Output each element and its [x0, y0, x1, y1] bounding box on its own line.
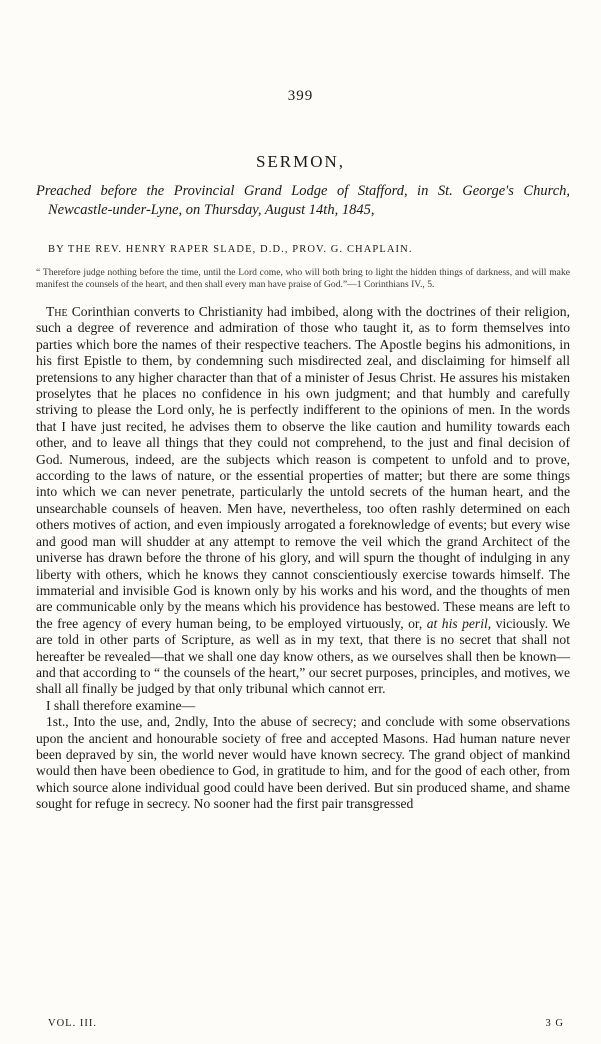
author-byline: BY THE REV. HENRY RAPER SLADE, D.D., PROV. G. CHAPLAIN. — [48, 244, 413, 255]
body-paragraph: I shall therefore examine— — [46, 697, 196, 713]
volume-label: VOL. III. — [48, 1018, 97, 1029]
sermon-body — [36, 304, 570, 813]
body-paragraph — [36, 304, 570, 698]
scripture-epigraph: “ Therefore judge nothing before the time, until the Lord come, who will both bring to light the hidden things of darkness, and will make manifest the counsels of the heart, and then shall every man have praise of God.”—1 Corinthians IV., 5. — [36, 267, 570, 290]
signature-mark: 3 G — [545, 1018, 564, 1029]
body-paragraph: 1st., Into the use, and, 2ndly, Into the abuse of secrecy; and conclude with some observations upon the ancient and honourable society of free and accepted Masons. Had human nature never been depraved by sin, the world never would have known secrecy. The grand object of mankind would then have been obedience to God, in gratitude to him, and for the good of each other, from which source alone individual good could have been derived. But sin produced shame, and shame sought for refuge in secrecy. No sooner had the first pair transgressed — [36, 714, 570, 812]
page-footer — [48, 1018, 570, 1029]
sermon-subtitle: Preached before the Provincial Grand Lodge of Stafford, in St. George's Church, Newcastle-under-Lyne, on Thursday, August 14th, 1845, — [36, 183, 570, 218]
emphasis-text: at his peril, — [426, 615, 492, 631]
opening-word: The — [46, 304, 68, 319]
paragraph-text: Corinthian converts to Christianity had imbibed, along with the doctrines of their religion, such a degree of reverence and admiration of those who taught it, as to form themselves into parties which bore the names of their respective teachers. The Apostle begins his admonitions, in his first Epistle to them, by condemning such misdirected zeal, and disclaiming for himself all pretensions to any higher character than that of a minister of Jesus Christ. He assures his mistaken proselytes that he places no confidence in his own judgment; and that humbly and carefully striving to please the Lord only, he is perfectly indifferent to the opinions of men. In the words that I have just recited, he advises them to observe the like caution and humility towards each other, and to leave all things that they could not comprehend, to the just and final decision of God. Numerous, indeed, are the subjects which reason is competent to unfold and to prove, according to the laws of nature, or the essential properties of matter; but there are some things into which we can never penetrate, particularly the untold secrets of the human heart, and the unsearchable counsels of heaven. Men have, nevertheless, too often rashly determined on each others motives of action, and even impiously arrogated a foreknowledge of events; but every wise and good man will shudder at any attempt to remove the veil which the grand Architect of the universe has drawn before the throne of his glory, and will spurn the thought of indulging in any liberty with others, which he knows they cannot conscientiously exercise towards himself. The immaterial and invisible God is known only by his works and his word, and the thoughts of men are communicable only by the means which his providence has bestowed. These means are left to the free agency of every human being, to be employed virtuously, or, — [36, 304, 570, 631]
sermon-title: SERMON, — [255, 152, 346, 171]
page-number: 399 — [287, 88, 314, 104]
paragraph-text-end: viciously. We are told in other parts of Scripture, as well as in my text, that there is no secret that shall not hereafter be revealed—that we shall one day know others, as we ourselves shall then be known—and that according to “ the counsels of the heart,” our secret purposes, principles, and motives, we shall all finally be judged by that only tribunal which cannot err. — [36, 615, 571, 697]
